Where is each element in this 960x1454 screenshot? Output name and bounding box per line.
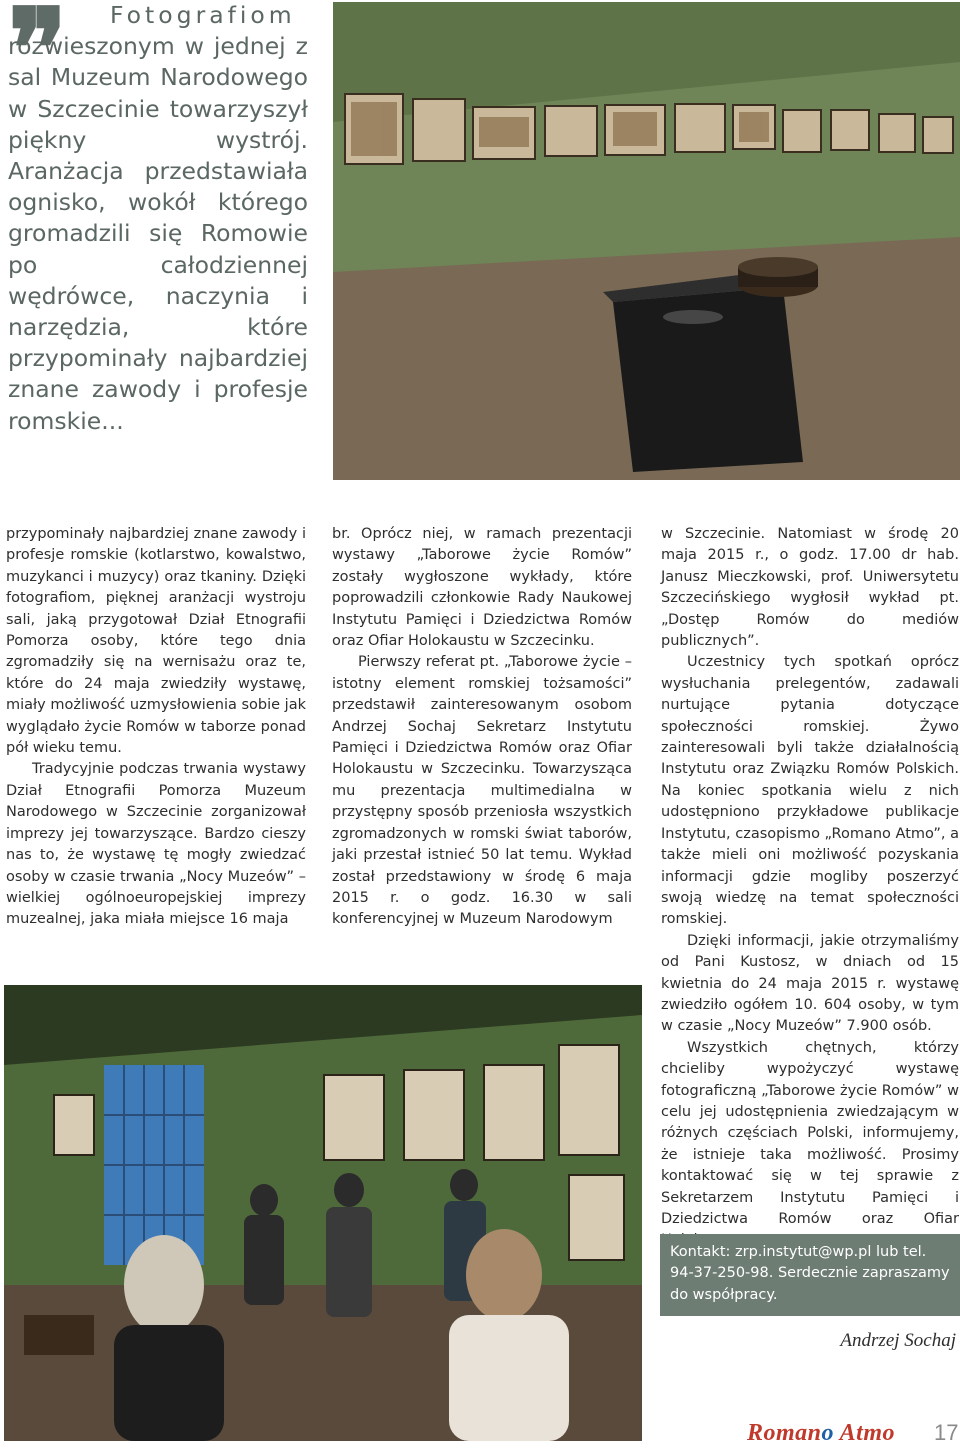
paragraph: przypominały najbardziej znane zawody i profesje romskie (kotlarstwo, kowalstwo, muzykanci i muzycy) oraz tkaniny. Dzięki fotografiom, pięknej aranżacji wystroju sali, jaką przygotował Dział Etnografii Pomorza osoby, które tego dnia zgromadziły się na wernisażu oraz te, które do 24 maja zwiedziły wystawę, miały możliwość uzmysłowienia sobie jak wyglądało życie Romów w taborze ponad pół wieku temu. bbox=[6, 526, 306, 757]
pull-quote-text: rozwieszonym w jednej z sal Muzeum Narodowego w Szczecinie towarzyszył piękny wystrój. Aranżacja przedstawiała ognisko, wokół którego gromadzili się Romowie po całodziennej wędrówce, naczynia i narzędzia, które przypominały najbardziej znane zawody i profesje romskie... bbox=[8, 32, 308, 435]
contact-box: Kontakt: zrp.instytut@wp.pl lub tel. 94-37-250-98. Serdecznie zapraszamy do współpracy. bbox=[660, 1234, 960, 1316]
paragraph: Tradycyjnie podczas trwania wystawy Dział Etnografii Pomorza Muzeum Narodowego w Szczecinie zorganizował imprezy jej towarzyszące. Bardzo cieszy nas to, że wystawę tę mogły zwiedzać osoby w czasie trwania „Nocy Muzeów” – wielkiej ogólnoeuropejskiej imprezy muzealnej, jaka miała miejsce 16 maja bbox=[6, 761, 306, 928]
exhibition-hall-image bbox=[333, 2, 960, 480]
paragraph: w Szczecinie. Natomiast w środę 20 maja 2015 r., o godz. 17.00 dr hab. Janusz Mieczkowski, prof. Uniwersytetu Szczecińskiego wygłosił wykład pt. „Dostęp Romów do mediów publicznych”. bbox=[661, 526, 959, 650]
exhibition-photo-bottom bbox=[4, 985, 642, 1441]
pull-quote bbox=[8, 0, 308, 437]
article-column-1 bbox=[6, 524, 306, 931]
logo-text-part2: Atmo bbox=[834, 1420, 895, 1446]
quote-mark-icon: ❞ bbox=[8, 0, 60, 113]
paragraph: Uczestnicy tych spotkań oprócz wysłuchania prelegentów, zadawali nurtujące pytania dotyczące społeczności romskiej. Żywo zainteresowali byli także działalnością Instytutu oraz Związku Romów Polskich. Na koniec spotkania wielu z nich udostępniono przykładowe publikacje Instytutu, czasopismo „Romano Atmo”, a także mieli oni możliwość pozyskania informacji gdzie mogliby poszerzyć swoją wiedzę na temat społeczności romskiej. bbox=[661, 654, 959, 928]
paragraph: Dzięki informacji, jakie otrzymaliśmy od Pani Kustosz, w dniach od 15 kwietnia do 24 maja 2015 r. wystawę zwiedziło ogółem 10. 604 osoby, w tym w czasie „Nocy Muzeów” 7.900 osób. bbox=[661, 932, 959, 1035]
paragraph: br. Oprócz niej, w ramach prezentacji wystawy „Taborowe życie Romów” zostały wygłoszone wykłady, które poprowadzili członkowie Rady Naukowej Instytutu Pamięci i Dziedzictwa Romów oraz Ofiar Holokaustu w Szczecinku. bbox=[332, 526, 632, 650]
article-column-2 bbox=[332, 524, 632, 931]
paragraph: Wszystkich chętnych, którzy chcieliby wypożyczyć wystawę fotograficzną „Taborowe życie Romów” w celu jej udostępnienia zwiedzającym w różnych częściach Polski, informujemy, że istnieje taka możliwość. Prosimy kontaktować się w tej sprawie z Sekretarzem Instytutu Pamięci i Dziedzictwa Romów oraz Ofiar bbox=[661, 1039, 959, 1227]
pull-quote-first-line: Fotografiom bbox=[110, 1, 296, 29]
logo-text-part1: Roman bbox=[747, 1420, 822, 1446]
author-signature: Andrzej Sochaj bbox=[840, 1330, 956, 1351]
paragraph: Pierwszy referat pt. „Taborowe życie – istotny element romskiej tożsamości” przedstawił zainteresowanym osobom Andrzej Sochaj Sekretarz Instytutu Pamięci i Dziedzictwa Romów oraz Ofiar Holokaustu w Szczecinku. Towarzysząca mu prezentacja multimedialna w przystępny sposób przeniosła wszystkich zgromadzonych w romski świat taborów, jaki przestał istnieć 50 lat temu. Wykład został przedstawiony w środę 6 maja 2015 r. o godz. 16.30 w sali konferencyjnej w Muzeum Narodowym bbox=[332, 654, 632, 928]
page-number: 17 bbox=[934, 1420, 959, 1445]
magazine-logo bbox=[747, 1420, 895, 1447]
article-column-3 bbox=[661, 524, 959, 1252]
exhibition-photo-top bbox=[333, 2, 960, 480]
visitors-gallery-image bbox=[4, 985, 642, 1441]
wheel-icon: o bbox=[821, 1420, 835, 1446]
